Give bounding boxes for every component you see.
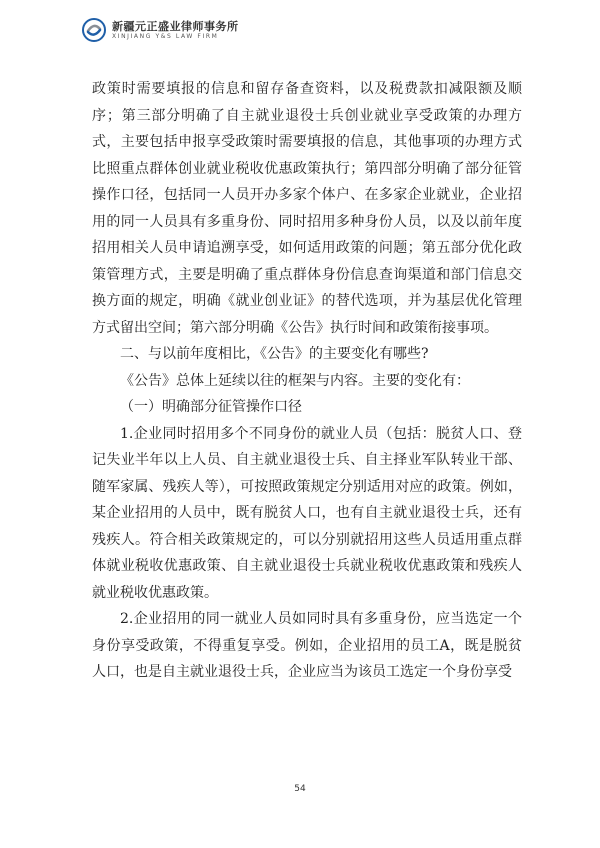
page-number: 54 (294, 784, 306, 794)
paragraph-item-2: 2.企业招用的同一就业人员如同时具有多重身份，应当选定一个身份享受政策，不得重复享受。例如，企业招用的员工A，既是脱贫人口，也是自主就业退役士兵，企业应当为该员工选定一个身份享受 (92, 611, 522, 680)
page-header (82, 18, 239, 42)
paragraph-intro: 《公告》总体上延续以往的框架与内容。主要的变化有： (120, 372, 470, 389)
firm-name-cn: 新疆元正盛业律师事务所 (112, 19, 239, 33)
document-body (92, 76, 522, 686)
firm-name-en: XINJIANG Y&S LAW FIRM (112, 32, 219, 40)
paragraph-item-1: 1.企业同时招用多个不同身份的就业人员（包括：脱贫人口、登记失业半年以上人员、自主就业退役士兵、自主择业军队转业干部、随军家属、残疾人等），可按照政策规定分别适用对应的政策。例如，某企业招用的人员中，既有脱贫人口，也有自主就业退役士兵，还有残疾人。符合相关政策规定的，可以分别就招用这些人员适用重点群体就业税收优惠政策、自主就业退役士兵就业税收优惠政策和残疾人就业税收优惠政策。 (92, 425, 522, 601)
paragraph-continuation: 政策时需要填报的信息和留存备查资料，以及税费款扣减限额及顺序；第三部分明确了自主就业退役士兵创业就业享受政策的办理方式，主要包括申报享受政策时需要填报的信息，其他事项的办理方式比照重点群体创业就业税收优惠政策执行；第四部分明确了部分征管操作口径，包括同一人员开办多家个体户、在多家企业就业，企业招用的同一人员具有多重身份、同时招用多种身份人员，以及以前年度招用相关人员申请追溯享受，如何适用政策的问题；第五部分优化政策管理方式，主要是明确了重点群体身份信息查询渠道和部门信息交换方面的规定，明确《就业创业证》的替代选项，并为基层优化管理方式留出空间；第六部分明确《公告》执行时间和政策衔接事项。 (92, 81, 522, 336)
subsection-heading-1: （一）明确部分征管操作口径 (120, 399, 302, 415)
firm-logo-icon (82, 18, 106, 42)
section-heading-2: 二、与以前年度相比，《公告》的主要变化有哪些? (120, 346, 429, 362)
firm-name (112, 21, 239, 40)
